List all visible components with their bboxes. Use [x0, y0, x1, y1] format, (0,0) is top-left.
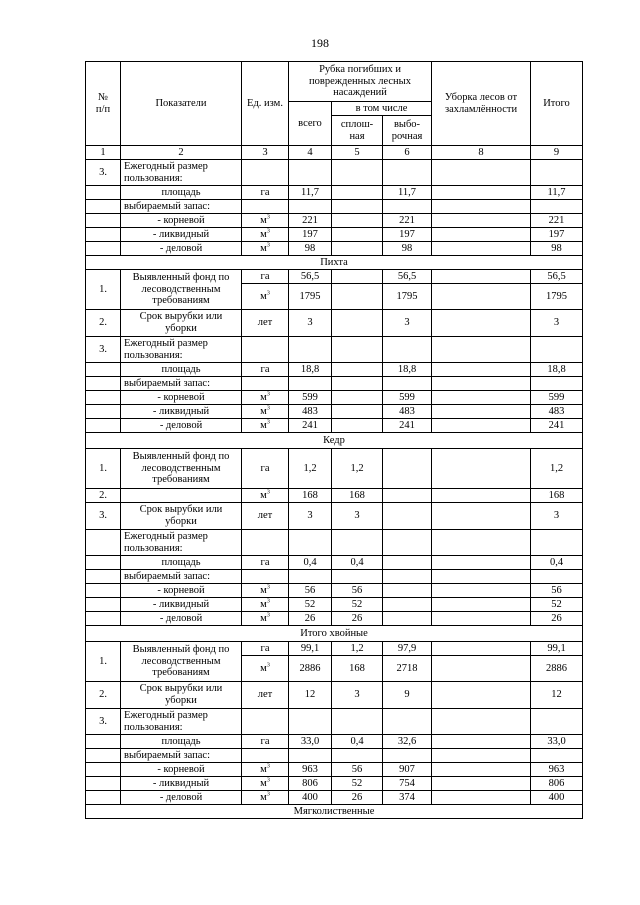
cell	[432, 735, 531, 749]
cell: 599	[531, 391, 583, 405]
row-num: 2.	[86, 310, 121, 337]
cell: 98	[383, 242, 432, 256]
cell: 26	[332, 612, 383, 626]
cell	[332, 284, 383, 310]
col-num-1: 1	[86, 146, 121, 160]
area-label: площадь	[121, 186, 242, 200]
header-selective-text: выбо- рочная	[391, 118, 423, 142]
col-num-2: 2	[121, 146, 242, 160]
unit-m: м	[260, 391, 267, 403]
page-number: 198	[311, 36, 329, 50]
unit-m: м	[260, 214, 267, 226]
cell: 98	[289, 242, 332, 256]
unit	[242, 612, 289, 626]
cell: 56	[531, 584, 583, 598]
cell	[332, 270, 383, 284]
fund-label: Выявленный фонд по лесоводственным требованиям	[121, 642, 242, 682]
unit: га	[242, 556, 289, 570]
cell: 241	[531, 419, 583, 433]
unit-m: м	[260, 242, 267, 254]
unit-m: м	[260, 763, 267, 775]
unit-sup: 3	[266, 763, 270, 770]
header-incl: в том числе	[332, 102, 432, 116]
header-total: всего	[289, 102, 332, 146]
cell: 26	[289, 612, 332, 626]
cell: 483	[289, 405, 332, 419]
col-num-6: 6	[383, 146, 432, 160]
unit	[242, 598, 289, 612]
unit-sup: 3	[266, 777, 270, 784]
cell	[383, 503, 432, 530]
cell: 221	[383, 214, 432, 228]
row-num: 2.	[86, 682, 121, 709]
cell: 168	[531, 489, 583, 503]
unit	[242, 242, 289, 256]
cell: 52	[332, 598, 383, 612]
cell: 26	[332, 791, 383, 805]
unit: га	[242, 270, 289, 284]
liquid-label: - ликвидный	[121, 405, 242, 419]
cell: 806	[531, 777, 583, 791]
row-num: 1.	[86, 449, 121, 489]
unit	[242, 419, 289, 433]
unit-m: м	[260, 584, 267, 596]
unit-m: м	[260, 598, 267, 610]
unit-sup: 3	[266, 662, 270, 669]
cell: 2886	[289, 656, 332, 682]
col-num-5: 5	[332, 146, 383, 160]
cell: 1,2	[289, 449, 332, 489]
forest-felling-table	[85, 61, 583, 819]
cell: 168	[332, 489, 383, 503]
cell	[332, 186, 383, 200]
cell: 26	[531, 612, 583, 626]
cell: 1,2	[531, 449, 583, 489]
area-label: площадь	[121, 363, 242, 377]
cell: 221	[531, 214, 583, 228]
cell: 52	[289, 598, 332, 612]
header-itogo: Итого	[531, 62, 583, 146]
cell: 0,4	[332, 735, 383, 749]
cell: 52	[531, 598, 583, 612]
header-num-text: № п/п	[95, 91, 111, 115]
term-label: Срок вырубки или уборки	[121, 503, 242, 530]
cell: 56	[332, 763, 383, 777]
unit: лет	[242, 503, 289, 530]
cell: 11,7	[383, 186, 432, 200]
cell: 3	[531, 310, 583, 337]
row-num: 1.	[86, 642, 121, 682]
cell	[432, 449, 531, 489]
unit	[242, 214, 289, 228]
cell: 56	[332, 584, 383, 598]
cell: 599	[383, 391, 432, 405]
col-num-3: 3	[242, 146, 289, 160]
term-label: Срок вырубки или уборки	[121, 310, 242, 337]
cell: 197	[531, 228, 583, 242]
cell: 963	[289, 763, 332, 777]
unit-m: м	[260, 662, 267, 674]
cell	[432, 186, 531, 200]
cell	[332, 214, 383, 228]
cell	[383, 449, 432, 489]
cell: 2718	[383, 656, 432, 682]
root-label: - корневой	[121, 214, 242, 228]
cell: 99,1	[289, 642, 332, 656]
cell: 197	[289, 228, 332, 242]
cell	[383, 584, 432, 598]
row-num: 3.	[86, 160, 121, 186]
cell: 3	[332, 682, 383, 709]
cell: 56	[289, 584, 332, 598]
row-num: 1.	[86, 270, 121, 310]
cell	[332, 419, 383, 433]
cell: 56,5	[531, 270, 583, 284]
cell: 1795	[383, 284, 432, 310]
cell: 3	[332, 503, 383, 530]
cell	[383, 489, 432, 503]
unit-m: м	[260, 419, 267, 431]
cell: 18,8	[383, 363, 432, 377]
section-kedr: Кедр	[86, 433, 583, 449]
cell	[432, 214, 531, 228]
stock-label: выбираемый запас:	[121, 377, 242, 391]
unit: га	[242, 642, 289, 656]
section-pikhta: Пихта	[86, 256, 583, 270]
col-num-9: 9	[531, 146, 583, 160]
cell	[432, 791, 531, 805]
unit-sup: 3	[266, 489, 270, 496]
cell: 12	[289, 682, 332, 709]
annual-size-label: Ежегодный размер пользования:	[121, 160, 242, 186]
cell: 241	[289, 419, 332, 433]
cell	[432, 270, 531, 284]
cell: 3	[531, 503, 583, 530]
cell: 599	[289, 391, 332, 405]
root-label: - корневой	[121, 763, 242, 777]
cell: 963	[531, 763, 583, 777]
unit-sup: 3	[266, 290, 270, 297]
unit	[242, 489, 289, 503]
cell	[432, 242, 531, 256]
unit-m: м	[260, 777, 267, 789]
annual-size-label: Ежегодный размер пользования:	[121, 530, 242, 556]
cell: 1795	[289, 284, 332, 310]
cell: 56,5	[383, 270, 432, 284]
stock-label: выбираемый запас:	[121, 570, 242, 584]
cell	[432, 612, 531, 626]
cell: 400	[531, 791, 583, 805]
cell	[432, 503, 531, 530]
cell: 18,8	[289, 363, 332, 377]
cell	[332, 391, 383, 405]
area-label: площадь	[121, 735, 242, 749]
cell	[432, 777, 531, 791]
cell: 56,5	[289, 270, 332, 284]
business-label: - деловой	[121, 791, 242, 805]
cell: 99,1	[531, 642, 583, 656]
unit: га	[242, 186, 289, 200]
unit-m: м	[260, 612, 267, 624]
liquid-label: - ликвидный	[121, 777, 242, 791]
row-num: 3.	[86, 503, 121, 530]
cell: 1,2	[332, 642, 383, 656]
liquid-label: - ликвидный	[121, 598, 242, 612]
unit-sup: 3	[266, 242, 270, 249]
cell	[432, 556, 531, 570]
unit-sup: 3	[266, 228, 270, 235]
cell: 98	[531, 242, 583, 256]
cell: 0,4	[289, 556, 332, 570]
cell	[383, 598, 432, 612]
cell: 32,6	[383, 735, 432, 749]
unit-sup: 3	[266, 791, 270, 798]
cell	[432, 656, 531, 682]
unit	[242, 777, 289, 791]
unit: лет	[242, 310, 289, 337]
business-label: - деловой	[121, 242, 242, 256]
term-label: Срок вырубки или уборки	[121, 682, 242, 709]
section-itogo-hvoy: Итого хвойные	[86, 626, 583, 642]
cell	[332, 310, 383, 337]
cell: 11,7	[289, 186, 332, 200]
unit-m: м	[260, 290, 267, 302]
cell: 11,7	[531, 186, 583, 200]
cell: 374	[383, 791, 432, 805]
business-label: - деловой	[121, 612, 242, 626]
header-selective	[383, 116, 432, 146]
cell: 9	[383, 682, 432, 709]
cell	[432, 642, 531, 656]
cell	[332, 242, 383, 256]
cell: 241	[383, 419, 432, 433]
header-indicator: Показатели	[121, 62, 242, 146]
header-cleanup: Уборка лесов от захламлённости	[432, 62, 531, 146]
row-num: 2.	[86, 489, 121, 503]
cell	[432, 405, 531, 419]
cell: 197	[383, 228, 432, 242]
header-clear	[332, 116, 383, 146]
root-label: - корневой	[121, 391, 242, 405]
cell: 221	[289, 214, 332, 228]
cell: 33,0	[289, 735, 332, 749]
cell: 12	[531, 682, 583, 709]
col-num-8: 8	[432, 146, 531, 160]
unit	[242, 584, 289, 598]
cell	[432, 284, 531, 310]
cell	[332, 405, 383, 419]
cell: 3	[289, 503, 332, 530]
cell: 52	[332, 777, 383, 791]
unit	[242, 791, 289, 805]
cell	[383, 612, 432, 626]
cell	[432, 598, 531, 612]
fund-label: Выявленный фонд по лесоводственным требованиям	[121, 270, 242, 310]
business-label: - деловой	[121, 419, 242, 433]
cell	[432, 310, 531, 337]
section-myagkolist: Мягколиственные	[86, 805, 583, 819]
unit-m: м	[260, 489, 267, 501]
unit-sup: 3	[266, 391, 270, 398]
cell: 3	[383, 310, 432, 337]
unit-sup: 3	[266, 598, 270, 605]
unit-m: м	[260, 405, 267, 417]
cell: 97,9	[383, 642, 432, 656]
row-num: 3.	[86, 337, 121, 363]
cell: 2886	[531, 656, 583, 682]
cell: 1795	[531, 284, 583, 310]
header-felling: Рубка погибших и поврежденных лесных насаждений	[289, 62, 432, 102]
header-unit: Ед. изм.	[242, 62, 289, 146]
unit: лет	[242, 682, 289, 709]
stock-label: выбираемый запас:	[121, 200, 242, 214]
cell: 907	[383, 763, 432, 777]
unit	[242, 405, 289, 419]
cell: 168	[332, 656, 383, 682]
cell	[383, 556, 432, 570]
cell: 18,8	[531, 363, 583, 377]
cell	[332, 363, 383, 377]
unit	[242, 656, 289, 682]
unit	[242, 284, 289, 310]
header-num	[86, 62, 121, 146]
cell: 806	[289, 777, 332, 791]
area-label: площадь	[121, 556, 242, 570]
cell: 3	[289, 310, 332, 337]
cell	[432, 584, 531, 598]
liquid-label: - ликвидный	[121, 228, 242, 242]
cell	[432, 228, 531, 242]
cell	[432, 682, 531, 709]
cell	[432, 763, 531, 777]
unit-sup: 3	[266, 214, 270, 221]
cell: 1,2	[332, 449, 383, 489]
cell: 0,4	[332, 556, 383, 570]
unit-sup: 3	[266, 584, 270, 591]
cell: 400	[289, 791, 332, 805]
cell	[432, 391, 531, 405]
cell	[432, 419, 531, 433]
unit-sup: 3	[266, 405, 270, 412]
row-num: 3.	[86, 709, 121, 735]
cell: 483	[531, 405, 583, 419]
unit-sup: 3	[266, 419, 270, 426]
root-label: - корневой	[121, 584, 242, 598]
header-clear-text: сплош- ная	[340, 118, 374, 142]
annual-size-label: Ежегодный размер пользования:	[121, 709, 242, 735]
fund-label: Выявленный фонд по лесоводственным требованиям	[121, 449, 242, 489]
unit-m: м	[260, 228, 267, 240]
stock-label: выбираемый запас:	[121, 749, 242, 763]
col-num-4: 4	[289, 146, 332, 160]
unit-sup: 3	[266, 612, 270, 619]
unit	[242, 228, 289, 242]
cell: 33,0	[531, 735, 583, 749]
cell: 754	[383, 777, 432, 791]
annual-size-label: Ежегодный размер пользования:	[121, 337, 242, 363]
unit-m: м	[260, 791, 267, 803]
unit	[242, 763, 289, 777]
cell	[432, 489, 531, 503]
unit: га	[242, 735, 289, 749]
unit	[242, 391, 289, 405]
cell: 0,4	[531, 556, 583, 570]
unit: га	[242, 363, 289, 377]
cell: 168	[289, 489, 332, 503]
unit: га	[242, 449, 289, 489]
cell	[332, 228, 383, 242]
cell	[432, 363, 531, 377]
cell: 483	[383, 405, 432, 419]
